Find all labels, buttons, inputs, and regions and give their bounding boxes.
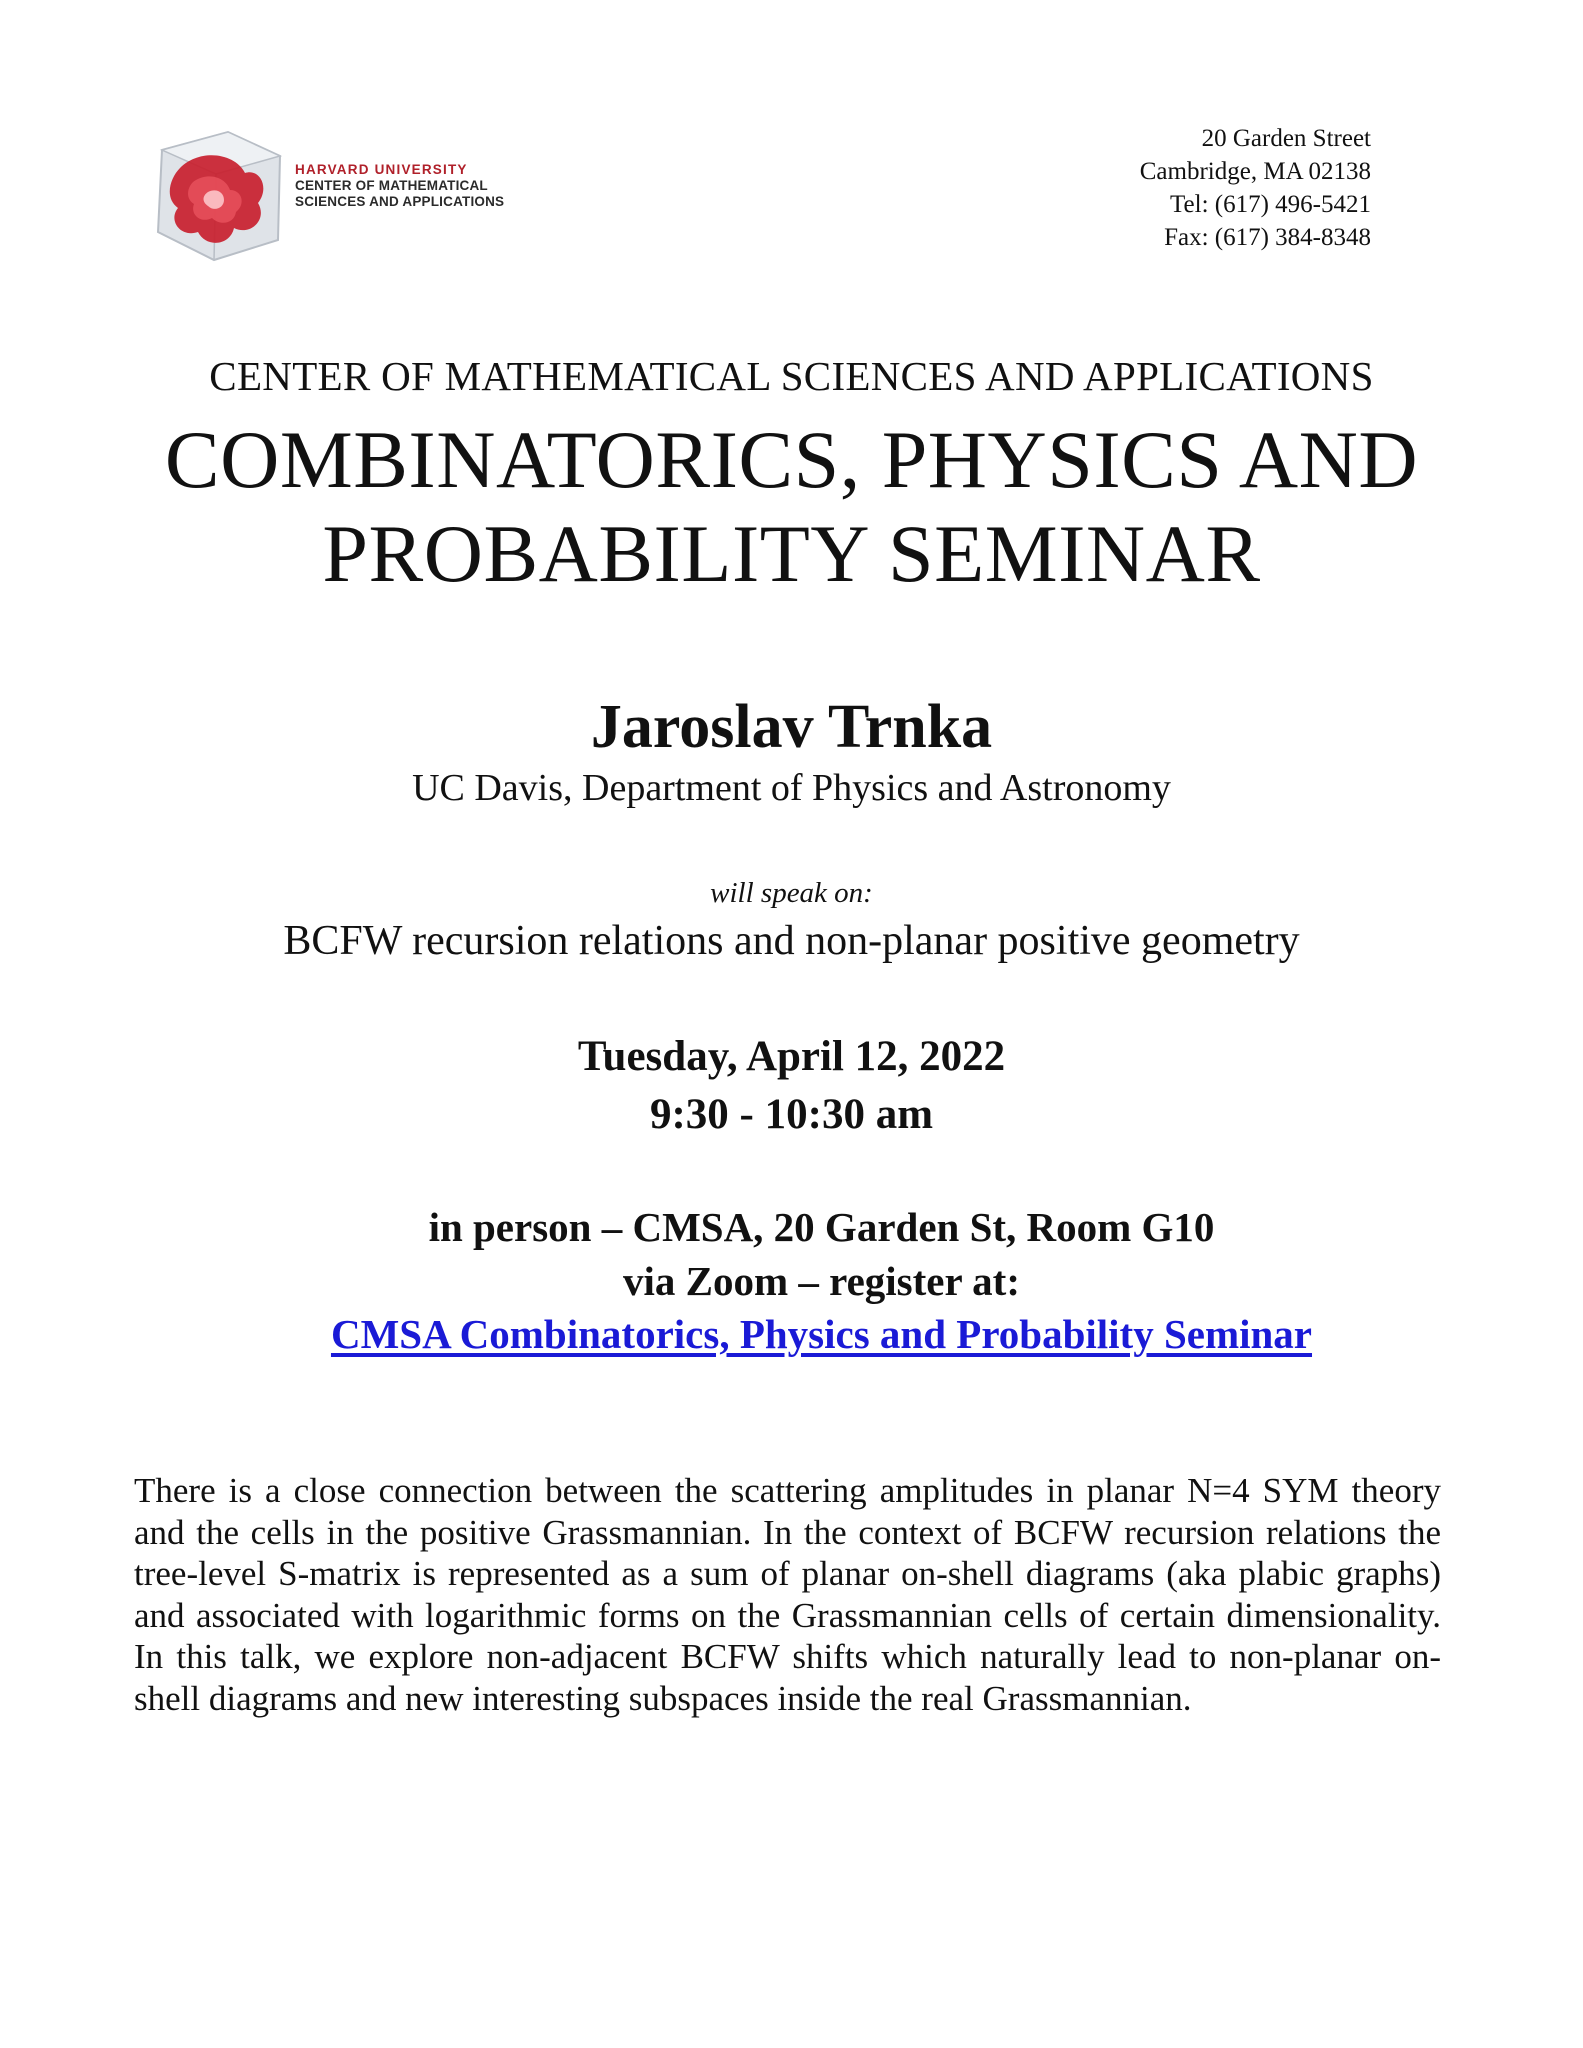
address-fax: Fax: (617) 384-8348 [1164, 224, 1371, 251]
talk-time: 9:30 - 10:30 am [649, 1091, 934, 1138]
cube-logo-icon [150, 128, 285, 263]
talk-date: Tuesday, April 12, 2022 [577, 1033, 1006, 1080]
talk-title: BCFW recursion relations and non-planar positive geometry [283, 918, 1300, 964]
address-block [1140, 122, 1371, 254]
seminar-title-line1: COMBINATORICS, PHYSICS AND [164, 414, 1419, 505]
talk-intro: will speak on: [710, 877, 873, 909]
cmsa-logo [150, 128, 505, 263]
registration-link[interactable]: CMSA Combinatorics, Physics and Probability Seminar [330, 1311, 1313, 1357]
address-city: Cambridge, MA 02138 [1139, 158, 1371, 185]
abstract: There is a close connection between the scattering amplitudes in planar N=4 SYM theory and the cells in the positive Grassmannian. In the context of BCFW recursion relations the tree-level S-matrix is represented as a sum of planar on-shell diagrams (aka plabic graphs) and associated with logarithmic forms on the Grassmannian cells of certain dimensionality. In this talk, we explore non-adjacent BCFW shifts which naturally lead to non-planar on-shell diagrams and new interesting subspaces inside the real Grassmannian. [134, 1471, 1441, 1718]
speaker-name: Jaroslav Trnka [590, 693, 993, 761]
venue-zoom: via Zoom – register at: [622, 1258, 1020, 1304]
address-tel: Tel: (617) 496-5421 [1170, 191, 1371, 218]
logo-line-center: CENTER OF MATHEMATICAL [295, 178, 488, 193]
registration-link-wrapper [30, 1310, 1583, 1358]
center-name: CENTER OF MATHEMATICAL SCIENCES AND APPLICATIONS [209, 353, 1374, 399]
logo-line-sciences: SCIENCES AND APPLICATIONS [295, 194, 505, 209]
seminar-title-line2: PROBABILITY SEMINAR [322, 508, 1261, 599]
venue-in-person: in person – CMSA, 20 Garden St, Room G10 [428, 1204, 1215, 1250]
speaker-affiliation: UC Davis, Department of Physics and Astronomy [412, 767, 1171, 809]
address-street: 20 Garden Street [1201, 125, 1371, 152]
logo-line-university: HARVARD UNIVERSITY [295, 162, 468, 177]
